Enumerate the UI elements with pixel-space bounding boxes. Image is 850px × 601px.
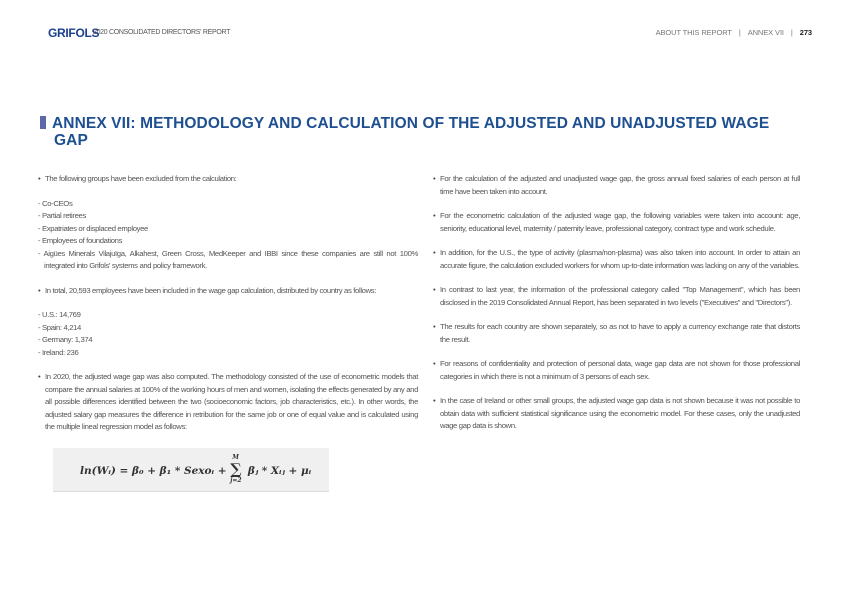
list-item: - Aigües Minerals Vilajuïga, Alkahest, Green Cross, MedKeeper and IBBI since these companies are still not 100% integrated into Grifols' systems and policy framework. <box>38 248 418 270</box>
list-item: - Spain: 4,214 <box>38 322 81 332</box>
right-column <box>433 173 800 445</box>
list-item: - U.S.: 14,769 <box>38 310 81 319</box>
country-list <box>38 309 418 359</box>
formula-lhs: ln(Wᵢ) = β₀ + β₁ * Sexoᵢ + <box>80 464 231 477</box>
header-breadcrumb: ABOUT THIS REPORT | ANNEX VII | 273 <box>655 28 812 37</box>
right-bullet: • For the calculation of the adjusted and unadjusted wage gap, the gross annual fixed salaries of each person at full time have been taken into account. <box>433 173 800 198</box>
right-bullet: • In the case of Ireland or other small groups, the adjusted wage gap data is not shown because it was not possible to obtain data with sufficient statistical significance using the econometric model. For these cases, only the unadjusted wage gap data is shown. <box>433 395 800 433</box>
page-number: 273 <box>799 28 812 37</box>
list-item: - Co-CEOs <box>38 198 73 208</box>
right-bullet: • The results for each country are shown separately, so as not to have to apply a currency exchange rate that distorts the result. <box>433 321 800 346</box>
list-item: - Germany: 1,374 <box>38 335 93 344</box>
regression-formula <box>53 448 329 492</box>
total-intro: • In total, 20,593 employees have been included in the wage gap calculation, distributed by country as follows: <box>38 285 418 298</box>
sum-lower-limit: j=2 <box>230 476 242 484</box>
right-bullet: • In contrast to last year, the information of the professional category called "Top Management", which has been disclosed in the 2019 Consolidated Annual Report, has been separated in two levels ("Executives" and "Directors"). <box>433 284 800 309</box>
grifols-logo: GRIFOLS <box>48 26 100 40</box>
right-bullet: • For the econometric calculation of the adjusted wage gap, the following variables were taken into account: age, seniority, educational level, maternity / paternity leave, professional category, contract type and work schedule. <box>433 210 800 235</box>
report-title: 2020 CONSOLIDATED DIRECTORS' REPORT <box>93 29 231 36</box>
left-column <box>38 173 418 492</box>
section-link[interactable]: ABOUT THIS REPORT <box>655 28 732 37</box>
sigma-symbol: ∑ <box>230 459 242 478</box>
list-item: - Employees of foundations <box>38 236 123 245</box>
page-title <box>40 115 774 149</box>
list-item: - Expatriates or displaced employee <box>38 223 148 233</box>
title-bar-marker <box>40 116 46 129</box>
excluded-intro: • The following groups have been excluded from the calculation: <box>38 173 418 186</box>
list-item: - Partial retirees <box>38 211 86 220</box>
annex-link[interactable]: ANNEX VII <box>747 28 784 37</box>
right-bullet: • For reasons of confidentiality and protection of personal data, wage gap data are not shown for those professional categories in which there is not a minimum of 3 persons of each sex. <box>433 358 800 383</box>
list-item: - Ireland: 236 <box>38 347 79 357</box>
sum-upper-limit: M <box>232 453 239 461</box>
page-title-text: ANNEX VII: METHODOLOGY AND CALCULATION OF THE ADJUSTED AND UNADJUSTED WAGE GAP <box>52 115 770 149</box>
right-bullet: • In addition, for the U.S., the type of activity (plasma/non-plasma) was also taken into account. In order to attain an accurate figure, the calculation excluded workers for whom up-to-date information was lacking on any of the variables. <box>433 247 800 272</box>
formula-rhs: βⱼ * Xᵢⱼ + μᵢ <box>247 464 312 477</box>
adjusted-gap-text: • In 2020, the adjusted wage gap was also computed. The methodology consisted of the use of econometric models that compare the annual salaries at 100% of the working hours of men and women, isolating the effects generated by any and all possible differences identified between the two (socioeconomic factors, job characteristics, etc.). In other words, the adjusted salary gap measures the difference in retribution for the same job or one of equal value and is calculated using the multiple lineal regression model as follows: <box>38 371 418 434</box>
excluded-list <box>38 198 418 273</box>
